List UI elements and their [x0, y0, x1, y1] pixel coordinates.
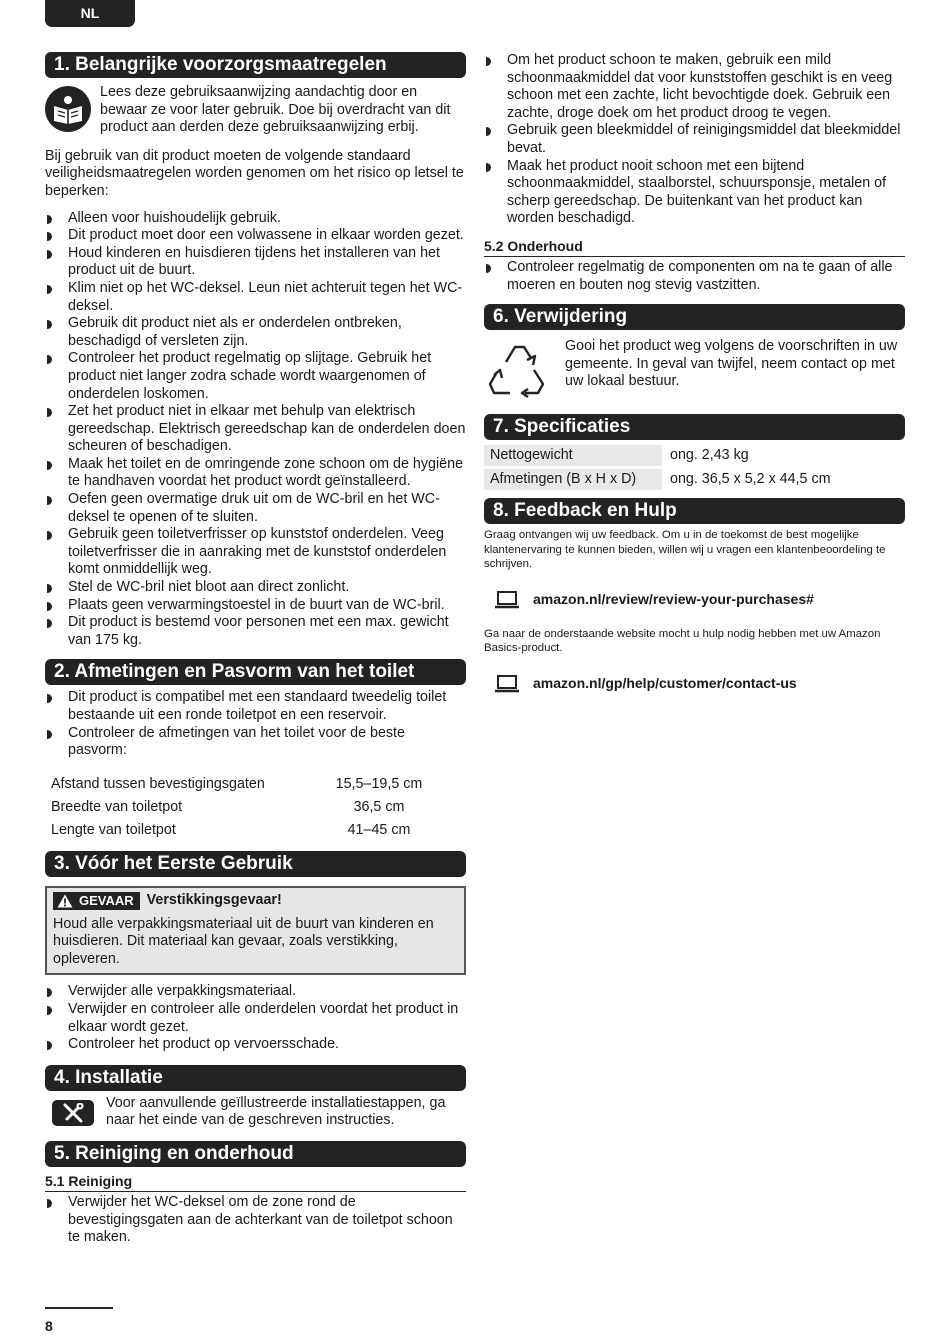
disposal-text: Gooi het product weg volgens de voorschriften in uw gemeente. In geval van twijfel, neem contact op met uw lokaal bestuur. — [565, 338, 898, 390]
subsection-5-1-heading: 5.1 Reiniging — [45, 1173, 466, 1192]
table-row — [484, 445, 837, 466]
list-item: Controleer het product regelmatig op slijtage. Gebruik het product niet langer zodra schade wordt waargenomen of onderdelen loskomen. — [45, 350, 466, 403]
danger-badge-label: GEVAAR — [79, 892, 134, 908]
list-item: Maak het toilet en de omringende zone schoon om de hygiëne te handhaven voordat het product wordt geïnstalleerd. — [45, 456, 466, 491]
toilet-dimensions-table — [51, 773, 434, 843]
subsection-5-2-heading: 5.2 Onderhoud — [484, 238, 905, 257]
installation-text: Voor aanvullende geïllustreerde installatiestappen, ga naar het einde van de geschreven instructies. — [106, 1094, 446, 1129]
dimension-value: 36,5 cm — [353, 798, 405, 815]
tools-icon — [52, 1100, 94, 1126]
table-row — [51, 773, 434, 796]
footer-rule — [45, 1307, 113, 1309]
read-manual-row — [45, 84, 466, 137]
list-item: Verwijder het WC-deksel om de zone rond de bevestigingsgaten aan de achterkant van de toiletpot schoon te maken. — [45, 1194, 466, 1247]
list-item: Dit product moet door een volwassene in elkaar worden gezet. — [45, 227, 466, 245]
list-item: Om het product schoon te maken, gebruik een mild schoonmaakmiddel dat voor kunststoffen geschikt is en veeg schoon met een zachte, licht bevochtigde doek. Gebruik een zachte, droge doek om het product droog te vegen. — [484, 52, 905, 122]
list-item: Zet het product niet in elkaar met behulp van elektrisch gereedschap. Elektrisch gereedschap kan de onderdelen doen scheuren of beschadigen. — [45, 403, 466, 456]
laptop-icon — [494, 674, 520, 694]
section-3-heading: 3. Vóór het Eerste Gebruik — [45, 851, 466, 877]
help-link[interactable]: amazon.nl/gp/help/customer/contact-us — [533, 674, 797, 691]
read-manual-icon — [45, 86, 91, 132]
list-item: Verwijder alle verpakkingsmateriaal. — [45, 983, 466, 1001]
table-row — [51, 819, 434, 842]
spec-value: ong. 36,5 x 5,2 x 44,5 cm — [670, 470, 831, 487]
list-item: Alleen voor huishoudelijk gebruik. — [45, 210, 466, 228]
page-number: 8 — [45, 1318, 53, 1334]
section-1-paragraph: Bij gebruik van dit product moeten de volgende standaard veiligheidsmaatregelen worden genomen om het risico op letsel te beperken: — [45, 147, 464, 199]
section-5-2-list — [484, 259, 905, 294]
dimension-label: Breedte van toiletpot — [51, 798, 183, 815]
installation-row — [45, 1095, 466, 1130]
recycle-icon — [484, 338, 550, 400]
list-item: Controleer het product op vervoersschade. — [45, 1036, 466, 1054]
laptop-icon — [494, 590, 520, 610]
list-item: Controleer de afmetingen van het toilet voor de beste pasvorm: — [45, 725, 466, 760]
section-7-heading: 7. Specificaties — [484, 414, 905, 440]
dimension-label: Afstand tussen bevestigingsgaten — [51, 775, 265, 792]
dimension-value: 15,5–19,5 cm — [335, 775, 423, 792]
danger-badge — [53, 892, 140, 910]
section-5-heading: 5. Reiniging en onderhoud — [45, 1141, 466, 1167]
list-item: Plaats geen verwarmingstoestel in de buurt van de WC-bril. — [45, 597, 466, 615]
table-row — [484, 469, 837, 490]
review-link[interactable]: amazon.nl/review/review-your-purchases# — [533, 590, 814, 607]
list-item: Gebruik geen toiletverfrisser op kunststof onderdelen. Veeg toiletverfrisser die in aanraking met de kunststof onderdelen komt onmiddellijk weg. — [45, 526, 466, 579]
warning-icon — [57, 894, 73, 908]
list-item: Klim niet op het WC-deksel. Leun niet achteruit tegen het WC-deksel. — [45, 280, 466, 315]
list-item: Controleer regelmatig de componenten om na te gaan of alle moeren en bouten nog stevig vastzitten. — [484, 259, 905, 294]
dimension-value: 41–45 cm — [347, 822, 411, 839]
list-item: Maak het product nooit schoon met een bijtend schoonmaakmiddel, staalborstel, schuursponsje, metalen of scherp gereedschap. De buitenkant van het product kan worden beschadigd. — [484, 158, 905, 228]
section-6-heading: 6. Verwijdering — [484, 304, 905, 330]
list-item: Oefen geen overmatige druk uit om de WC-bril en het WC-deksel te openen of te sluiten. — [45, 491, 466, 526]
dimension-label: Lengte van toiletpot — [51, 822, 176, 839]
list-item: Verwijder en controleer alle onderdelen voordat het product in elkaar wordt gezet. — [45, 1001, 466, 1036]
right-column — [484, 52, 905, 694]
list-item: Dit product is bestemd voor personen met een max. gewicht van 175 kg. — [45, 614, 466, 649]
list-item: Houd kinderen en huisdieren tijdens het installeren van het product uit de buurt. — [45, 245, 466, 280]
section-1-list — [45, 210, 466, 650]
help-link-row[interactable] — [484, 674, 905, 694]
section-4-heading: 4. Installatie — [45, 1065, 466, 1091]
table-row — [51, 796, 434, 819]
list-item: Gebruik dit product niet als er onderdelen ontbreken, beschadigd of versleten zijn. — [45, 315, 466, 350]
danger-title: Verstikkingsgevaar! — [146, 891, 282, 908]
specifications-table — [484, 442, 837, 493]
help-text: Ga naar de onderstaande website mocht u hulp nodig hebben met uw Amazon Basics-product. — [484, 627, 881, 655]
list-item: Stel de WC-bril niet bloot aan direct zonlicht. — [45, 579, 466, 597]
section-8-heading: 8. Feedback en Hulp — [484, 498, 905, 524]
feedback-text: Graag ontvangen wij uw feedback. Om u in de toekomst de best mogelijke klantenervaring te kunnen bieden, willen wij u vragen een klantenbeoordeling te schrijven. — [484, 529, 886, 571]
section-2-list — [45, 689, 466, 759]
disposal-row — [484, 338, 905, 400]
list-item: Dit product is compatibel met een standaard tweedelig toilet bestaande uit een ronde toiletpot en een reservoir. — [45, 689, 466, 724]
spec-label: Nettogewicht — [484, 445, 662, 466]
danger-text: Houd alle verpakkingsmateriaal uit de buurt van kinderen en huisdieren. Dit materiaal kan gevaar, zoals verstikking, opleveren. — [53, 915, 434, 967]
section-2-heading: 2. Afmetingen en Pasvorm van het toilet — [45, 659, 466, 685]
language-tab: NL — [45, 0, 135, 27]
review-link-row[interactable] — [484, 590, 905, 610]
danger-box — [45, 886, 466, 976]
read-manual-text: Lees deze gebruiksaanwijzing aandachtig door en bewaar ze voor later gebruik. Doe bij overdracht van dit product aan derden deze gebruiksaanwijzing erbij. — [100, 84, 451, 136]
section-5-1-list-continued — [484, 52, 905, 228]
section-5-1-list — [45, 1194, 466, 1247]
list-item: Gebruik geen bleekmiddel of reinigingsmiddel dat bleekmiddel bevat. — [484, 122, 905, 157]
section-1-heading: 1. Belangrijke voorzorgsmaatregelen — [45, 52, 466, 78]
spec-label: Afmetingen (B x H x D) — [484, 469, 662, 490]
spec-value: ong. 2,43 kg — [670, 446, 749, 463]
left-column — [45, 52, 466, 1247]
section-3-list — [45, 983, 466, 1053]
